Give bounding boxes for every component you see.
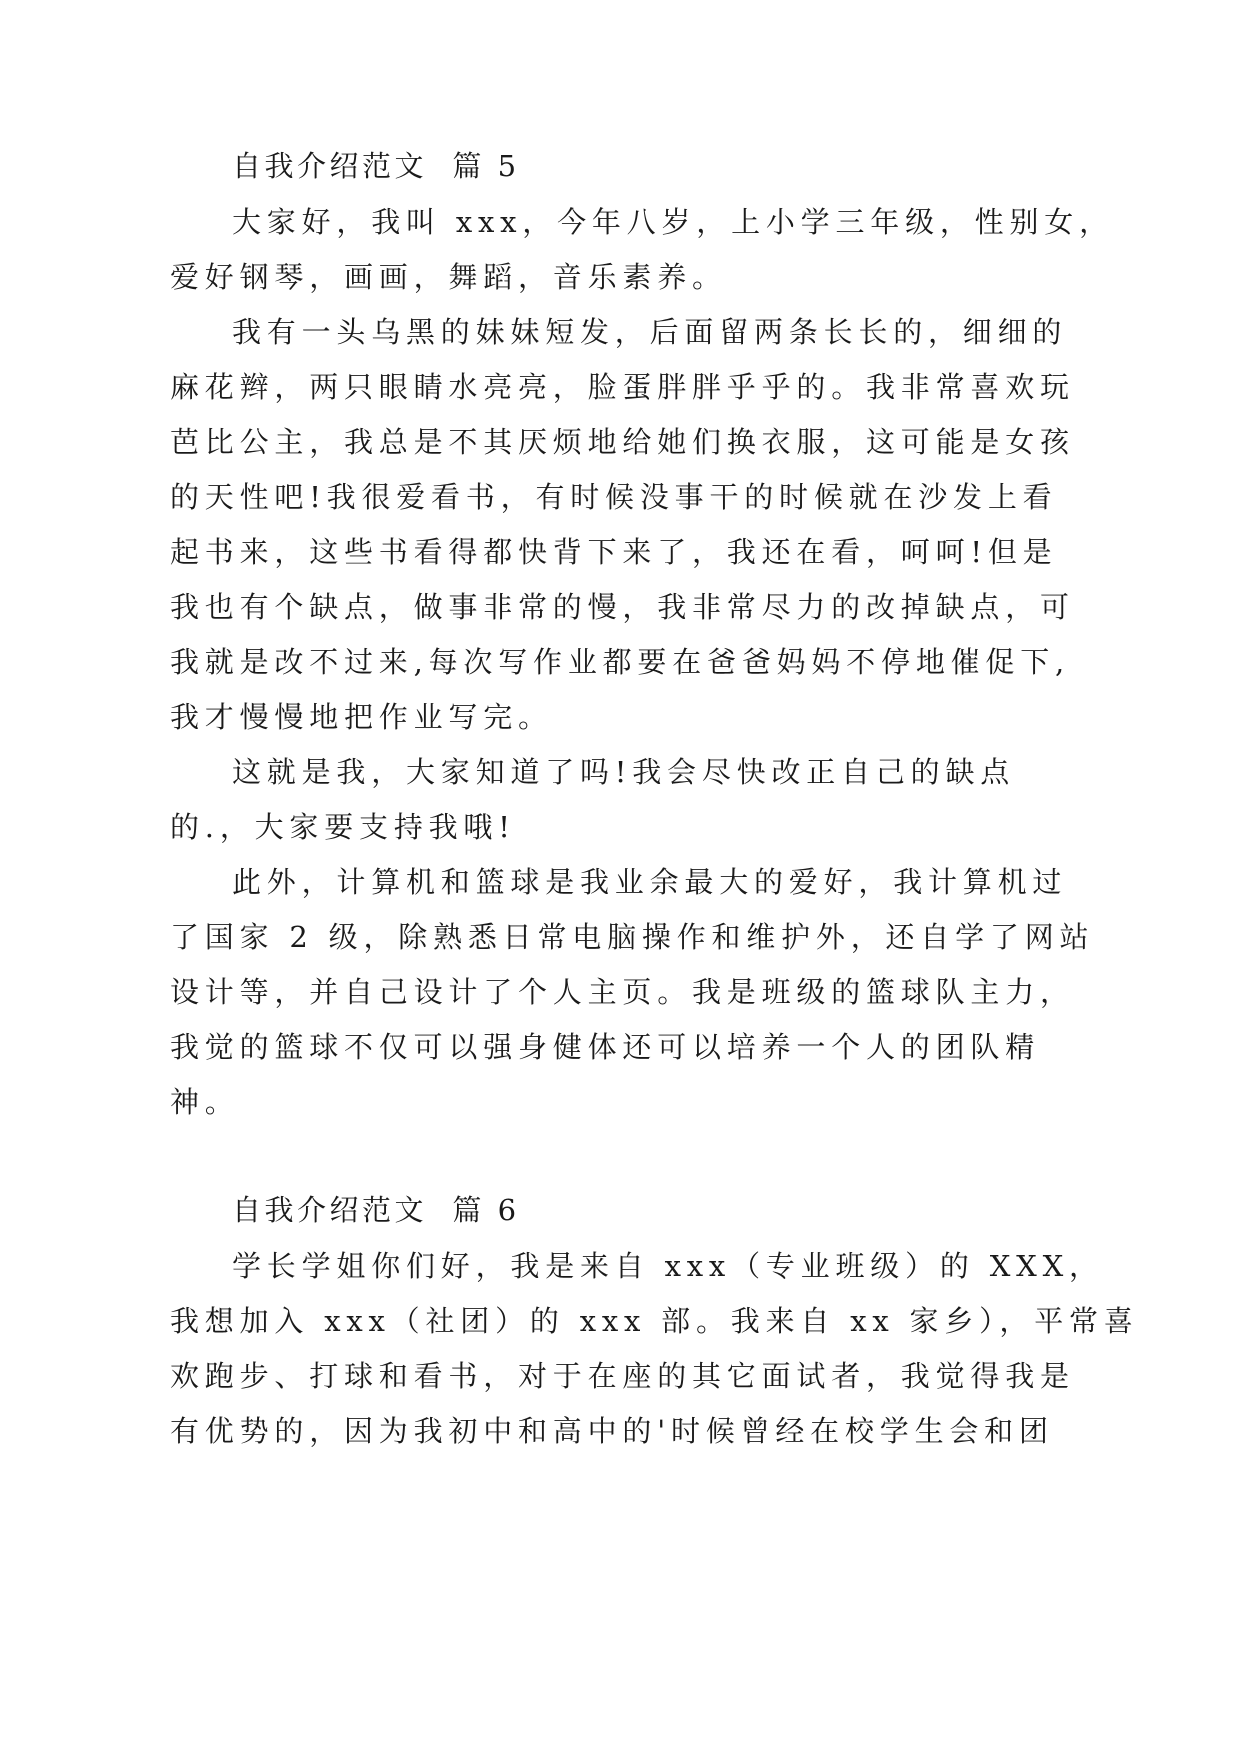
text-line: 我想加入 xxx（社团）的 xxx 部。我来自 xx 家乡），平常喜 bbox=[170, 1304, 1139, 1338]
text-line: 这就是我，大家知道了吗!我会尽快改正自己的缺点 bbox=[232, 755, 1016, 789]
text-line: 的天性吧!我很爱看书，有时候没事干的时候就在沙发上看 bbox=[170, 480, 1058, 514]
text-line: 我觉的篮球不仅可以强身健体还可以培养一个人的团队精 bbox=[170, 1030, 1041, 1064]
text-line: 我就是改不过来,每次写作业都要在爸爸妈妈不停地催促下, bbox=[170, 645, 1071, 679]
text-line: 我才慢慢地把作业写完。 bbox=[170, 700, 553, 734]
text-line: 了国家 2 级，除熟悉日常电脑操作和维护外，还自学了网站 bbox=[170, 920, 1095, 954]
section-heading: 自我介绍范文 篇 5 bbox=[232, 149, 520, 183]
text-line: 欢跑步、打球和看书，对于在座的其它面试者，我觉得我是 bbox=[170, 1359, 1075, 1393]
text-line: 起书来，这些书看得都快背下来了，我还在看，呵呵!但是 bbox=[170, 535, 1058, 569]
text-line: 大家好，我叫 xxx，今年八岁，上小学三年级，性别女， bbox=[232, 205, 1114, 239]
text-line: 有优势的，因为我初中和高中的'时候曾经在校学生会和团 bbox=[170, 1414, 1054, 1448]
text-line: 神。 bbox=[170, 1085, 240, 1119]
text-line: 的.，大家要支持我哦! bbox=[170, 810, 516, 844]
text-line: 设计等，并自己设计了个人主页。我是班级的篮球队主力， bbox=[170, 975, 1075, 1009]
text-line: 爱好钢琴，画画，舞蹈，音乐素养。 bbox=[170, 260, 727, 294]
text-line: 芭比公主，我总是不其厌烦地给她们换衣服，这可能是女孩 bbox=[170, 425, 1075, 459]
text-line: 我有一头乌黑的妹妹短发，后面留两条长长的，细细的 bbox=[232, 315, 1068, 349]
text-line: 学长学姐你们好，我是来自 xxx（专业班级）的 XXX， bbox=[232, 1249, 1104, 1283]
text-line: 我也有个缺点，做事非常的慢，我非常尽力的改掉缺点，可 bbox=[170, 590, 1075, 624]
text-line: 麻花辫，两只眼睛水亮亮，脸蛋胖胖乎乎的。我非常喜欢玩 bbox=[170, 370, 1075, 404]
text-line: 此外，计算机和篮球是我业余最大的爱好，我计算机过 bbox=[232, 865, 1068, 899]
section-heading: 自我介绍范文 篇 6 bbox=[232, 1193, 520, 1227]
